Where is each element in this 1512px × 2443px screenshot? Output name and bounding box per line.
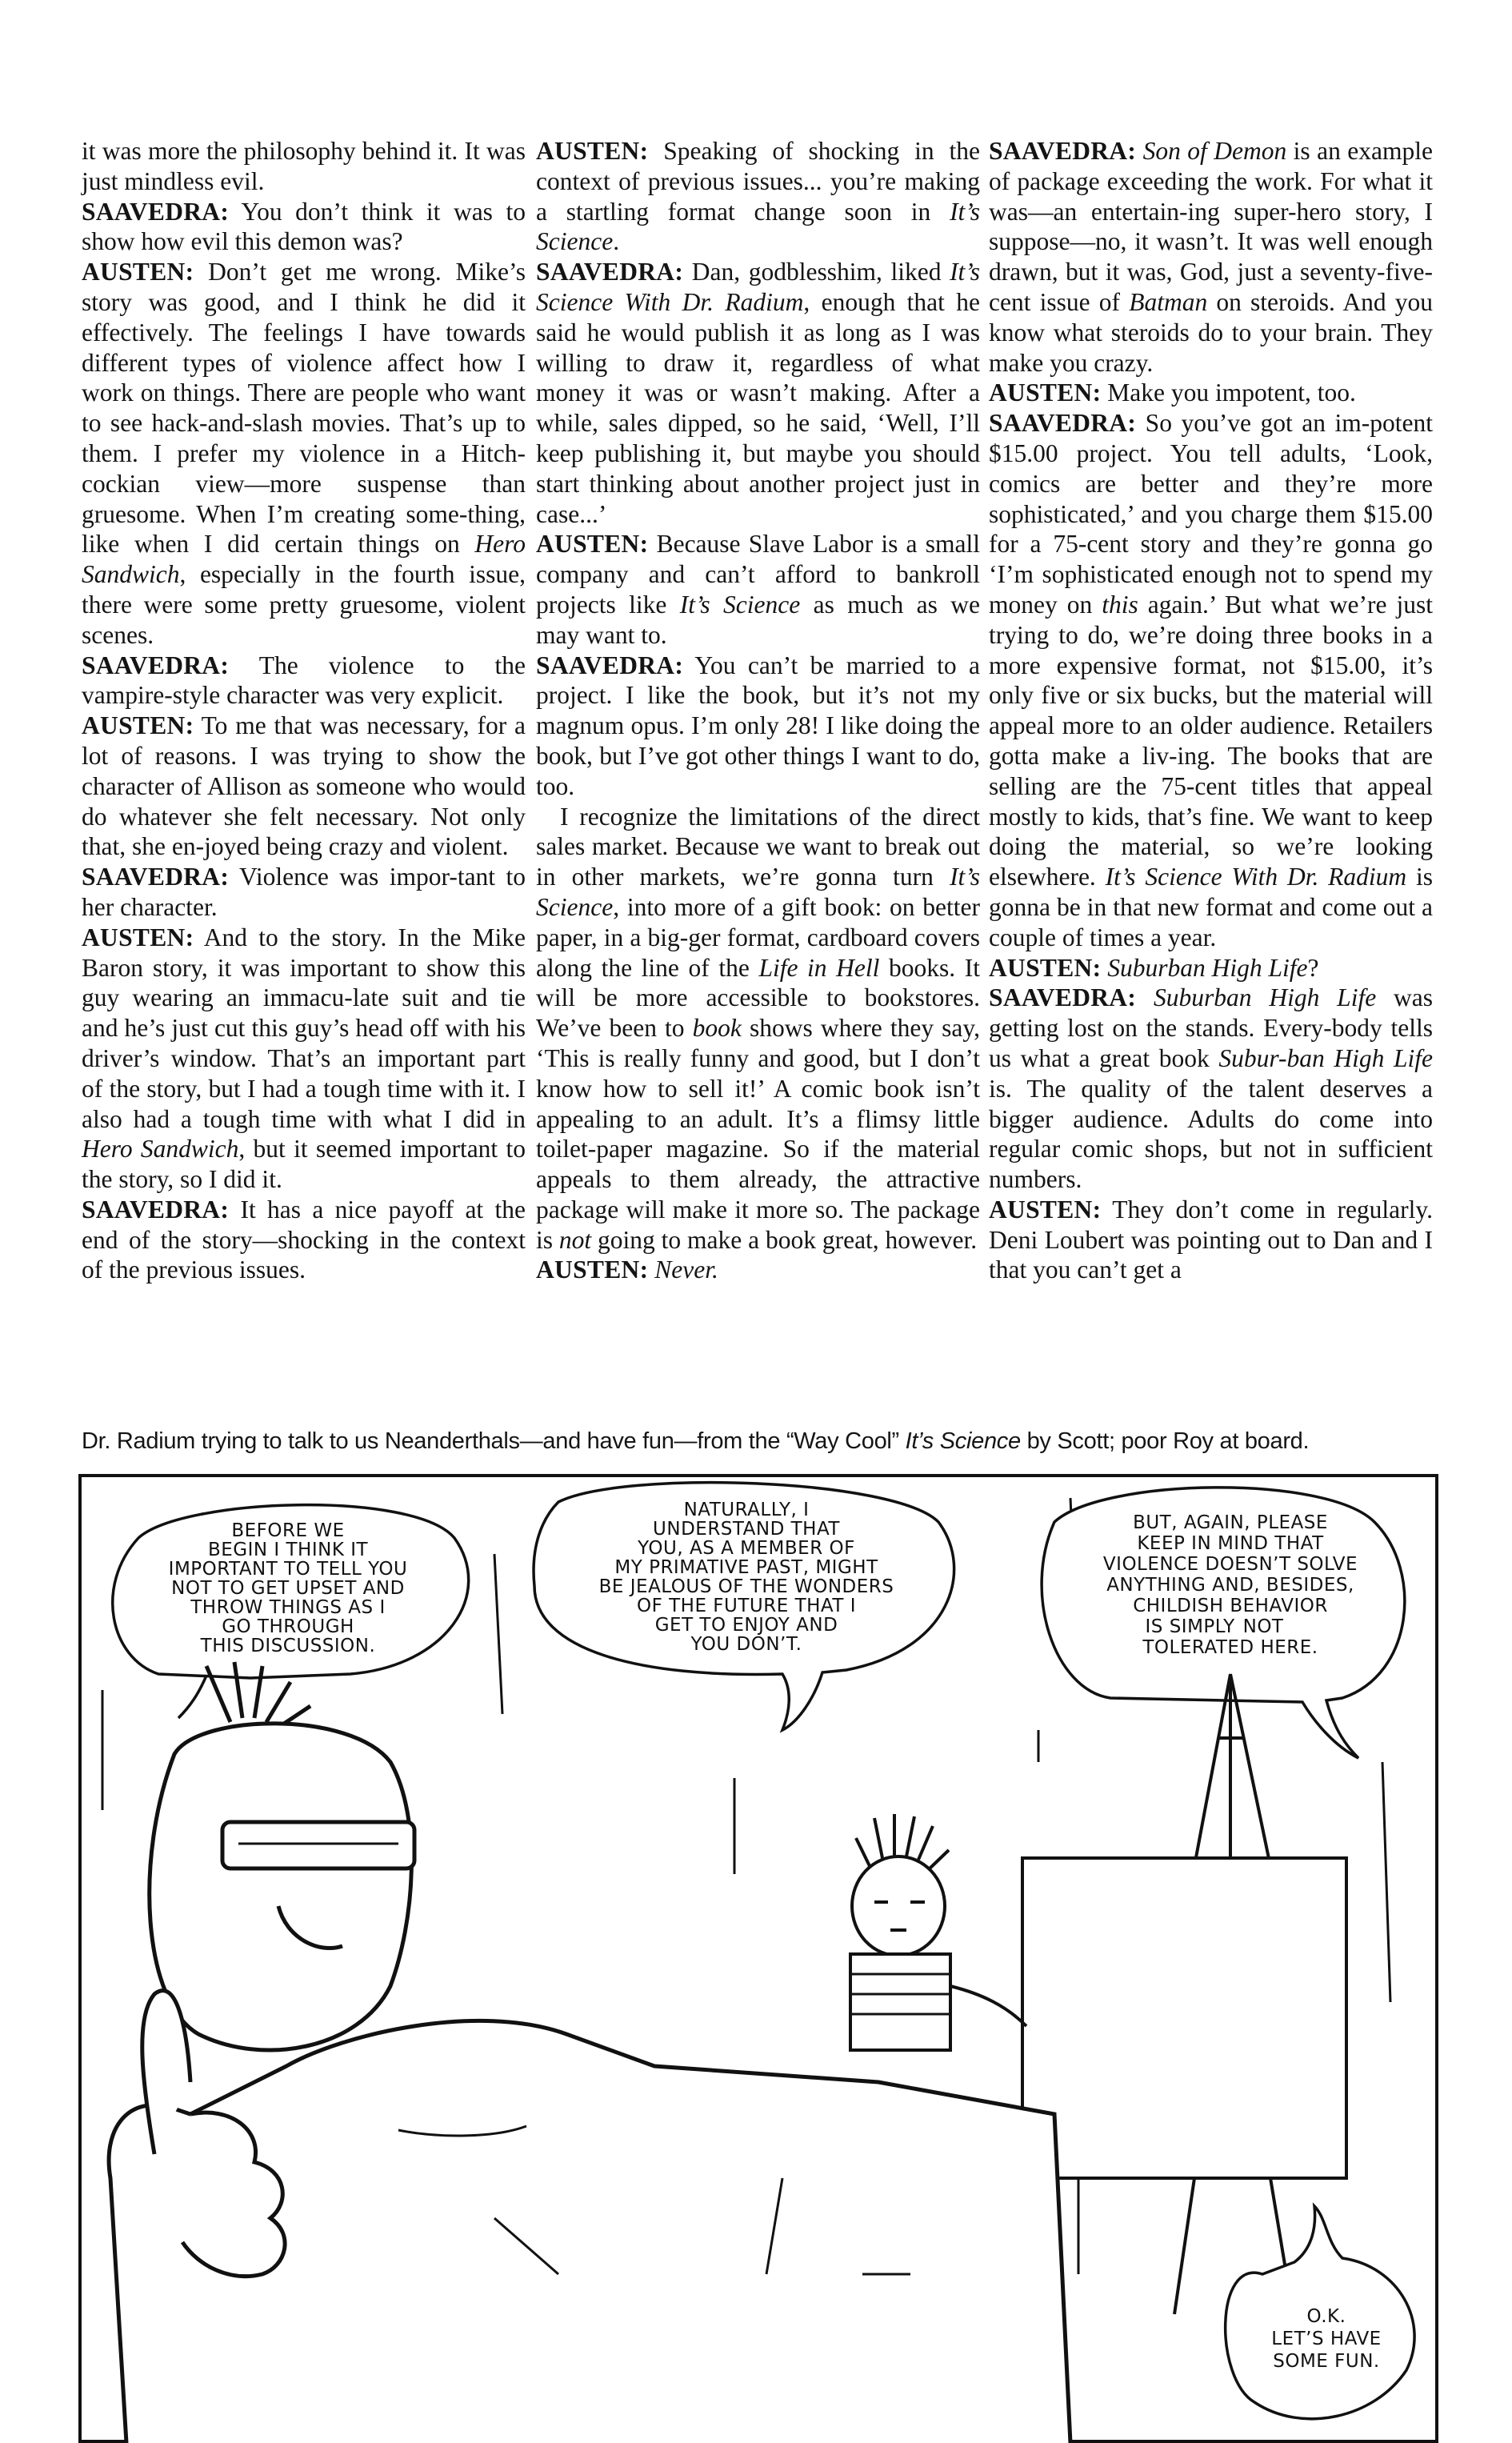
- paragraph-text: So you’ve got an im-potent $15.00 project. You tell adults, ‘Look, comics are better and they’re more sophisticated,’ and you charge them $15.00 for a 75-cent story and they’re gonna go ‘I’m sophisticated enough not to spend my money on: [989, 409, 1433, 619]
- article-paragraph: [536, 529, 980, 650]
- comic-panel: [78, 1474, 1438, 2443]
- italic-title: Never.: [654, 1256, 718, 1284]
- article-paragraph: [989, 1195, 1433, 1285]
- article-paragraph: [82, 711, 526, 862]
- speaker-label: SAAVEDRA:: [82, 197, 230, 226]
- article-paragraph: [989, 136, 1433, 378]
- paragraph-text: , especially in the fourth issue, there were some pretty gruesome, violent scenes.: [82, 560, 526, 649]
- paragraph-text: [1136, 137, 1142, 165]
- speaker-label: AUSTEN:: [82, 258, 194, 286]
- paragraph-text: It has a nice payoff at the end of the story—shocking in the context of the previous issues.: [82, 1195, 526, 1284]
- balloon2-line: YOU DON’T.: [690, 1634, 802, 1655]
- speaker-label: SAAVEDRA:: [989, 983, 1137, 1012]
- italic-title: book: [692, 1014, 742, 1043]
- paragraph-text: it was more the philosophy behind it. It was just mindless evil.: [82, 137, 526, 195]
- italic-title: It’s Science With Dr. Radium: [536, 258, 980, 316]
- balloon2-line: UNDERSTAND THAT: [653, 1519, 840, 1540]
- balloon4-line: O.K.: [1306, 2306, 1346, 2327]
- article-paragraph: [989, 378, 1433, 408]
- speaker-label: SAAVEDRA:: [82, 863, 230, 891]
- italic-title: this: [1102, 590, 1138, 619]
- balloon3-line: BUT, AGAIN, PLEASE: [1133, 1512, 1328, 1533]
- article-paragraph: [989, 983, 1433, 1195]
- speaker-label: SAAVEDRA:: [82, 651, 230, 679]
- balloon2-line: BE JEALOUS OF THE WONDERS: [598, 1576, 894, 1597]
- speaker-label: AUSTEN:: [82, 711, 194, 740]
- paragraph-text: [1136, 983, 1154, 1011]
- speaker-label: AUSTEN:: [82, 923, 194, 951]
- italic-title: Life in Hell: [758, 953, 880, 982]
- paragraph-text: .: [613, 227, 620, 256]
- balloon1-line: BEFORE WE: [231, 1520, 345, 1541]
- comic-caption: [82, 1427, 1442, 1456]
- article-paragraph: [536, 651, 980, 802]
- paragraph-text: is. The quality of the talent deserves a bigger audience. Adults do come into regular comic shops, but not in sufficient numbers.: [989, 1074, 1433, 1194]
- italic-title: Hero Sandwich: [82, 1135, 239, 1163]
- paragraph-text: going to make a book great, however.: [591, 1225, 978, 1254]
- balloon4-line: LET’S HAVE: [1271, 2329, 1382, 2349]
- paragraph-text: , into more of a gift book: on better paper, in a big-ger format, cardboard covers along the line of the: [536, 892, 980, 982]
- paragraph-text: Make you impotent, too.: [1101, 378, 1356, 407]
- italic-title: Batman: [1129, 287, 1208, 316]
- paragraph-text: I recognize the limitations of the direct sales market. Because we want to break out in other markets, we’re gonna turn: [536, 802, 980, 891]
- paragraph-text: And to the story. In the Mike Baron story, it was important to show this guy wearing an immacu-late suit and tie and he’s just cut this guy’s head off with his driver’s window. That’s an important part of the story, but I had a tough time with it. I also had a tough time with what I did in: [82, 923, 526, 1133]
- paragraph-text: Don’t get me wrong. Mike’s story was good, and I think he did it effectively. The feelings I have towards different types of violence affect how I work on things. There are people who want to see hack-and-slash movies. That’s up to them. I prefer my violence in a Hitch-cockian view—more suspense than gruesome. When I’m creating some-thing, like when I did certain things on: [82, 258, 526, 559]
- article-paragraph: [989, 953, 1433, 983]
- paragraph-text: Because Slave Labor is a small company and can’t afford to bankroll projects like: [536, 530, 980, 619]
- article-paragraph: [536, 802, 980, 1256]
- article-paragraph: [82, 651, 526, 711]
- article-paragraph: [536, 1255, 980, 1285]
- paragraph-text: ?: [1307, 953, 1319, 982]
- paragraph-text: You can’t be married to a project. I like the book, but it’s not my magnum opus. I’m only 28! I like doing the book, but I’ve got other things I want to do, too.: [536, 651, 980, 800]
- article-paragraph: [82, 862, 526, 923]
- italic-title: It’s Science With Dr. Radium: [1105, 863, 1407, 891]
- paragraph-text: They don’t come in regularly. Deni Loubert was pointing out to Dan and I that you can’t get a: [989, 1195, 1433, 1284]
- paragraph-text: was getting lost on the stands. Every-body tells us what a great book: [989, 983, 1434, 1072]
- speaker-label: SAAVEDRA:: [82, 1195, 230, 1224]
- paragraph-text: , but it seemed important to the story, so I did it.: [82, 1135, 526, 1194]
- italic-title: Hero Sandwich: [82, 530, 526, 589]
- italic-title: not: [558, 1225, 592, 1254]
- balloon1-line: THIS DISCUSSION.: [200, 1636, 376, 1656]
- article-paragraph: [536, 257, 980, 529]
- paragraph-text: Violence was impor-tant to her character.: [82, 863, 526, 921]
- paragraph-text: as much as we may want to.: [536, 590, 980, 649]
- paragraph-text: You don’t think it was to show how evil this demon was?: [82, 197, 526, 256]
- paragraph-text: again.’ But what we’re just trying to do, we’re doing three books in a more expensive format, not $15.00, it’s only five or six bucks, but the material will appeal more to an older audience. Retailers gotta make a liv-ing. The books that are selling are the 75-cent titles that appeal mostly to kids, that’s fine. We want to keep doing the material, so we’re looking elsewhere.: [989, 590, 1434, 891]
- article-paragraph: [989, 408, 1433, 952]
- speaker-label: AUSTEN:: [536, 1256, 649, 1284]
- italic-title: Son of Demon: [1142, 137, 1287, 165]
- speaker-label: AUSTEN:: [989, 1195, 1102, 1224]
- article-column-3: [989, 136, 1433, 1285]
- italic-title: Suburban High Life: [1154, 983, 1377, 1012]
- speaker-label: AUSTEN:: [536, 137, 649, 165]
- paragraph-text: , enough that he said he would publish it as long as I was willing to draw it, regardless of what money it was or wasn’t making. After a while, sales dipped, so he said, ‘Well, I’ll keep publishing it, but maybe you should start thinking about another project just in case...’: [536, 287, 980, 528]
- speaker-label: SAAVEDRA:: [536, 651, 684, 679]
- article-paragraph: [82, 923, 526, 1195]
- italic-title: Suburban High Life: [1107, 953, 1308, 982]
- article-paragraph: [82, 197, 526, 258]
- caption-text-before: Dr. Radium trying to talk to us Neanderthals—and have fun—from the “Way Cool”: [82, 1428, 906, 1454]
- article-paragraph: [82, 136, 526, 197]
- article-paragraph: [82, 257, 526, 650]
- balloon2-line: GET TO ENJOY AND: [654, 1615, 838, 1636]
- balloon2-line: OF THE FUTURE THAT I: [636, 1596, 857, 1616]
- paragraph-text: To me that was necessary, for a lot of reasons. I was trying to show the character of Allison as someone who would do whatever she felt necessary. Not only that, she en-joyed being crazy and violent.: [82, 711, 526, 861]
- balloon3-line: VIOLENCE DOESN’T SOLVE: [1102, 1554, 1358, 1575]
- balloon1-line: NOT TO GET UPSET AND: [171, 1578, 405, 1599]
- article-paragraph: [82, 1195, 526, 1285]
- caption-title: It’s Science: [905, 1428, 1021, 1454]
- paragraph-text: is an example of package exceeding the work. For what it was—an entertain-ing super-hero story, I suppose—no, it wasn’t. It was well enough drawn, but it was, God, just a seventy-five-cent issue of: [989, 137, 1434, 316]
- italic-title: Subur-ban High Life: [1218, 1043, 1433, 1072]
- paragraph-text: Speaking of shocking in the context of previous issues... you’re making a startling format change soon in: [536, 137, 980, 226]
- balloon1-line: IMPORTANT TO TELL YOU: [168, 1559, 408, 1580]
- paragraph-text: The violence to the vampire-style character was very explicit.: [82, 651, 526, 710]
- paragraph-text: books. It will be more accessible to bookstores. We’ve been to: [536, 953, 980, 1043]
- balloon1-line: BEGIN I THINK IT: [207, 1540, 369, 1560]
- balloon3-line: TOLERATED HERE.: [1142, 1637, 1318, 1658]
- article-column-1: [82, 136, 526, 1285]
- balloon3-line: KEEP IN MIND THAT: [1137, 1533, 1324, 1554]
- speaker-label: AUSTEN:: [989, 953, 1102, 982]
- balloon1-line: GO THROUGH: [222, 1616, 354, 1637]
- speaker-label: SAAVEDRA:: [989, 137, 1137, 165]
- speaker-label: AUSTEN:: [536, 530, 649, 559]
- balloon2-line: NATURALLY, I: [683, 1500, 810, 1520]
- article-paragraph: [536, 136, 980, 257]
- balloon3-line: ANYTHING AND, BESIDES,: [1106, 1575, 1354, 1596]
- paragraph-text: is gonna be in that new format and come out a couple of times a year.: [989, 863, 1433, 951]
- balloon3-line: IS SIMPLY: [1145, 1616, 1235, 1637]
- italic-title: It’s Science: [679, 590, 801, 619]
- italic-title: It’s Science: [536, 197, 980, 256]
- article-column-2: [536, 136, 980, 1285]
- paragraph-text: on steroids. And you know what steroids do to your brain. They make you crazy.: [989, 287, 1433, 377]
- speaker-label: SAAVEDRA:: [536, 258, 684, 286]
- balloon1-line: THROW THINGS AS I: [190, 1597, 386, 1618]
- balloon3-line: CHILDISH BEHAVIOR: [1133, 1596, 1328, 1616]
- balloon2-line: YOU, AS A MEMBER OF: [638, 1538, 855, 1559]
- italic-title: It’s Science: [536, 863, 980, 921]
- paragraph-text: Dan, godblesshim, liked: [683, 258, 950, 286]
- balloon2-line: MY PRIMATIVE PAST, MIGHT: [614, 1557, 878, 1578]
- speaker-label: SAAVEDRA:: [989, 409, 1137, 438]
- balloon3-emphasis: NOT: [1242, 1616, 1284, 1637]
- caption-text-after: by Scott; poor Roy at board.: [1020, 1428, 1310, 1454]
- balloon4-line: SOME FUN.: [1273, 2351, 1380, 2372]
- speaker-label: AUSTEN:: [989, 378, 1102, 407]
- paragraph-text: shows where they say, ‘This is really funny and good, but I don’t know how to sell it!’ A comic book isn’t appealing to an adult. It’s a flimsy little toilet-paper magazine. So if the material appeals to them already, the attractive package will make it more so. The package is: [536, 1014, 980, 1254]
